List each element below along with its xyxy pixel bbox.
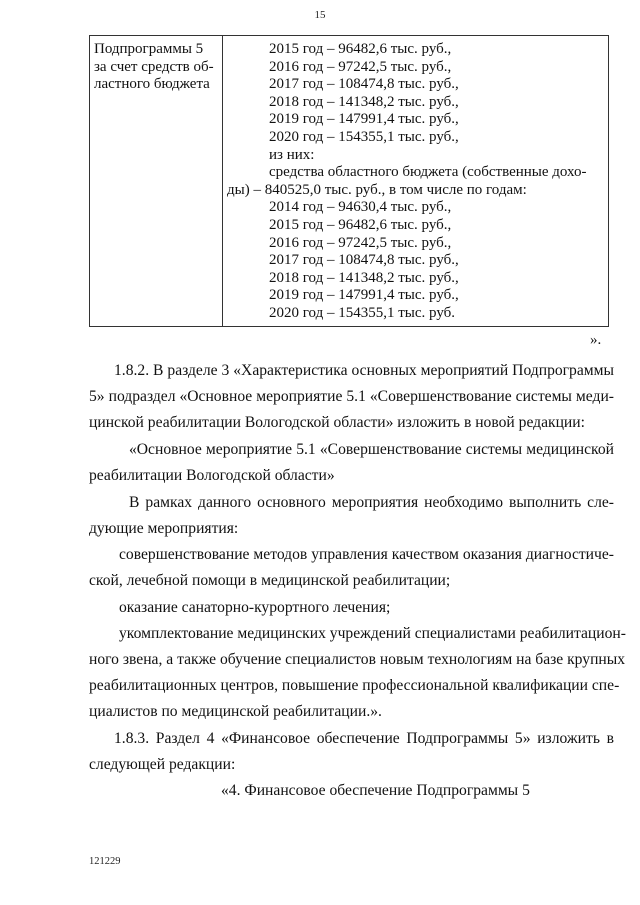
text-line: следующей редакции: [89, 756, 236, 773]
amount-line: 2017 год – 108474,8 тыс. руб., [269, 76, 459, 93]
text-line: ного звена, а также обучение специалистов новым технологиям на базе крупных [89, 651, 626, 668]
financing-table [89, 35, 609, 327]
text-line: 1.8.3. Раздел 4 «Финансовое обеспечение Подпрограммы 5» изложить в [114, 730, 614, 747]
amount-line: 2016 год – 97242,5 тыс. руб., [269, 234, 452, 251]
amount-line: средства областного бюджета (собственные дохо- [269, 164, 587, 181]
amount-line: 2020 год – 154355,1 тыс. руб., [269, 128, 459, 145]
amount-line: из них: [269, 146, 315, 163]
document-code: 121229 [89, 856, 121, 867]
paragraph-measure-2 [89, 595, 614, 621]
paragraph-section-title [89, 437, 614, 489]
amount-line: 2017 год – 108474,8 тыс. руб., [269, 252, 459, 269]
paragraph-measure-1 [89, 542, 614, 594]
amount-line: 2019 год – 147991,4 тыс. руб., [269, 111, 459, 128]
paragraph-1-8-2 [89, 358, 614, 436]
amount-line: ды) – 840525,0 тыс. руб., в том числе по годам: [227, 181, 527, 198]
text-line: реабилитации Вологодской области» [89, 467, 335, 484]
text-line: цинской реабилитации Вологодской области» изложить в новой редакции: [89, 414, 585, 431]
closing-quote: ». [590, 332, 602, 348]
table-row [90, 36, 609, 327]
paragraph-measures-intro [89, 490, 614, 542]
left-cell-line: Подпрограммы 5 [94, 41, 204, 57]
table-left-cell [90, 36, 223, 327]
amount-line: 2018 год – 141348,2 тыс. руб., [269, 93, 459, 110]
text-line: циалистов по медицинской реабилитации.». [89, 703, 382, 720]
page-number: 15 [314, 9, 326, 21]
amount-line: 2019 год – 147991,4 тыс. руб., [269, 287, 459, 304]
text-line: «Основное мероприятие 5.1 «Совершенствование системы медицинской [129, 441, 614, 458]
text-line: реабилитационных центров, повышение профессиональной квалификации спе- [89, 677, 620, 694]
text-line: укомплектование медицинских учреждений специалистами реабилитацион- [119, 625, 626, 642]
amount-line: 2020 год – 154355,1 тыс. руб. [269, 304, 456, 321]
paragraph-section-4-heading [89, 778, 614, 804]
text-line: оказание санаторно-курортного лечения; [119, 599, 391, 616]
text-line: дующие мероприятия: [89, 520, 239, 537]
amount-line: 2016 год – 97242,5 тыс. руб., [269, 58, 452, 75]
left-cell-line: за счет средств об- [94, 58, 214, 75]
left-cell-line: ластного бюджета [94, 76, 210, 93]
text-line: 5» подраздел «Основное мероприятие 5.1 «Совершенствование системы меди- [89, 388, 614, 405]
text-line: ской, лечебной помощи в медицинской реабилитации; [89, 572, 451, 589]
text-line: 1.8.2. В разделе 3 «Характеристика основных мероприятий Подпрограммы [114, 362, 614, 379]
paragraph-measure-3 [89, 621, 626, 725]
text-line: совершенствование методов управления качеством оказания диагностиче- [119, 546, 614, 563]
amount-line: 2015 год – 96482,6 тыс. руб., [269, 216, 452, 233]
amount-line: 2014 год – 94630,4 тыс. руб., [269, 199, 452, 216]
amount-line: 2018 год – 141348,2 тыс. руб., [269, 269, 459, 286]
paragraph-1-8-3 [89, 726, 614, 778]
text-line: «4. Финансовое обеспечение Подпрограммы 5 [221, 782, 530, 799]
text-line: В рамках данного основного мероприятия необходимо выполнить сле- [129, 494, 614, 511]
amount-line: 2015 год – 96482,6 тыс. руб., [269, 41, 452, 57]
table-right-cell [223, 36, 609, 327]
